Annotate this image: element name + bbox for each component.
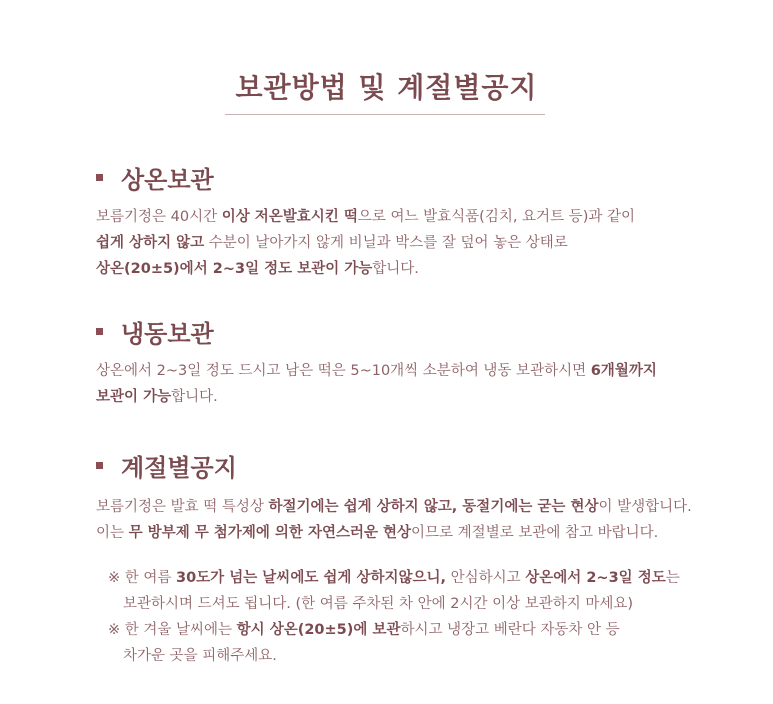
text-segment: 안심하시고	[446, 570, 526, 586]
section-title: 냉동보관	[121, 320, 214, 348]
text-segment: 이는	[96, 525, 129, 541]
text-line	[108, 565, 680, 591]
emphasis-text: 항시 상온(20±5)에 보관	[236, 622, 401, 638]
text-line: 차가운 곳을 피해주세요.	[123, 648, 277, 664]
text-line	[96, 204, 635, 230]
section-title: 계절별공지	[121, 454, 237, 482]
text-segment: 하시고 냉장고 베란다 자동차 안 등	[400, 622, 620, 638]
text-segment: 이 발생합니다.	[598, 499, 692, 515]
emphasis-text: 이상 저온발효시킨 떡	[221, 209, 358, 225]
text-line	[96, 384, 657, 410]
text-segment: 합니다.	[171, 389, 218, 405]
emphasis-text: 30도가 넘는 날씨에도 쉽게 상하지않으니,	[176, 570, 446, 586]
summer-note	[108, 565, 680, 617]
square-bullet-icon	[96, 462, 103, 469]
text-segment: 합니다.	[372, 261, 419, 277]
square-bullet-icon	[96, 328, 103, 335]
text-line	[96, 358, 657, 384]
text-segment: ※ 한 겨울 날씨에는	[108, 622, 237, 638]
emphasis-text: 쉽게 상하지 않고	[96, 235, 205, 251]
text-segment: 는	[665, 570, 680, 586]
emphasis-text: 6개월까지	[590, 363, 657, 379]
text-segment: 으로 여느 발효식품(김치, 요거트 등)과 같이	[357, 209, 635, 225]
section1-paragraph	[96, 204, 635, 282]
text-line	[96, 520, 692, 546]
text-line: 보관하시며 드셔도 됩니다. (한 여름 주차된 차 안에 2시간 이상 보관하지 마세요)	[123, 596, 634, 612]
section2-paragraph	[96, 358, 657, 410]
section-heading-seasonal	[96, 448, 237, 483]
text-segment: 수분이 날아가지 않게 비닐과 박스를 잘 덮어 놓은 상태로	[204, 235, 568, 251]
text-segment: ※ 한 여름	[108, 570, 176, 586]
section-heading-room-temp	[96, 160, 214, 195]
section3-paragraph	[96, 494, 692, 546]
title-divider	[225, 114, 545, 115]
text-segment: 상온에서 2~3일 정도 드시고 남은 떡은 5~10개씩 소분하여 냉동 보관하시면	[96, 363, 591, 379]
emphasis-text: 상온에서 2~3일 정도	[525, 570, 666, 586]
text-line	[108, 617, 620, 643]
emphasis-text: 하절기에는 쉽게 상하지 않고, 동절기에는 굳는 현상	[268, 499, 599, 515]
section-heading-frozen	[96, 314, 214, 349]
square-bullet-icon	[96, 174, 103, 181]
text-segment: 보름기정은 40시간	[96, 209, 222, 225]
emphasis-text: 무 방부제 무 첨가제에 의한 자연스러운 현상	[128, 525, 412, 541]
section-title: 상온보관	[121, 166, 214, 194]
emphasis-text: 상온(20±5)에서 2~3일 정도 보관이 가능	[96, 261, 373, 277]
text-segment: 이므로 계절별로 보관에 참고 바랍니다.	[411, 525, 659, 541]
winter-note	[108, 617, 620, 669]
emphasis-text: 보관이 가능	[96, 389, 172, 405]
text-segment: 보름기정은 발효 떡 특성상	[96, 499, 269, 515]
page-title: 보관방법 및 계절별공지	[235, 71, 538, 104]
text-line	[96, 256, 635, 282]
text-line	[96, 494, 692, 520]
text-line	[96, 230, 635, 256]
